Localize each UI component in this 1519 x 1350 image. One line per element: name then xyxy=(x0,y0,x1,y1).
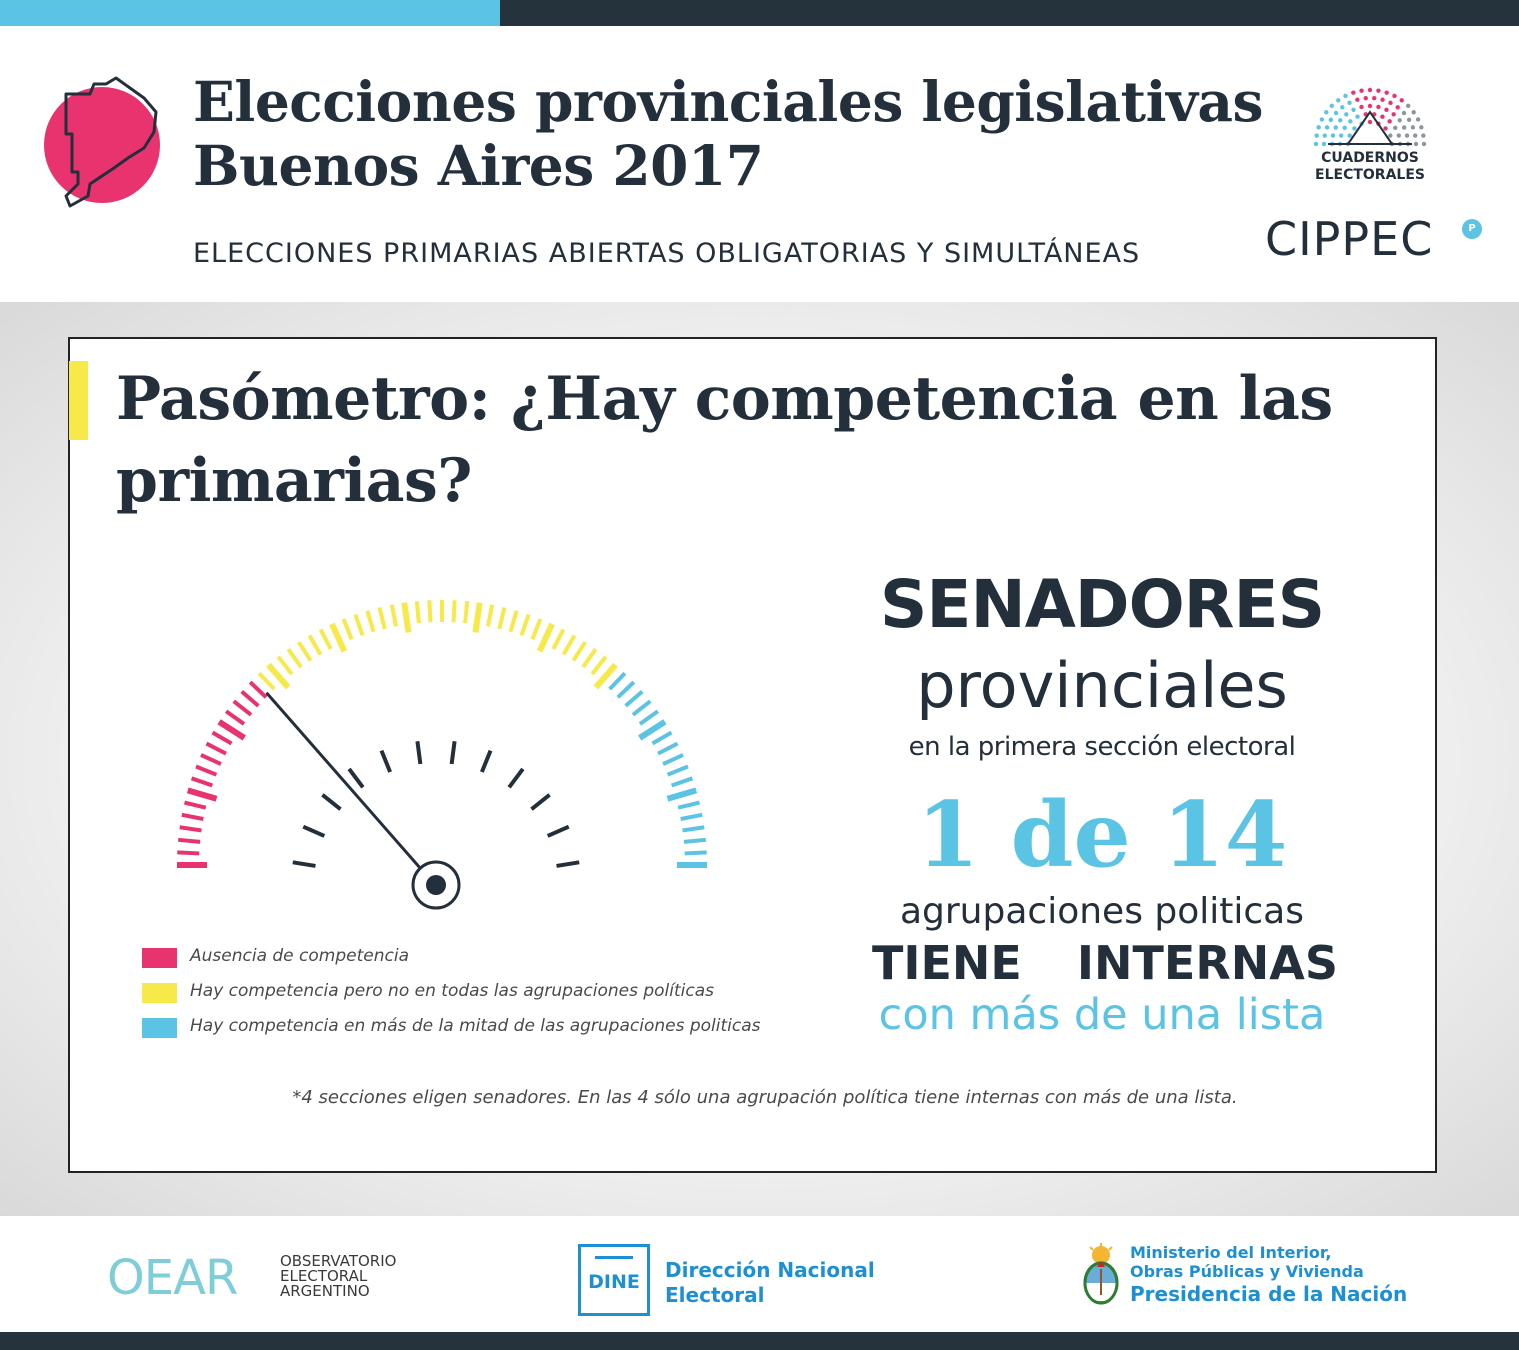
gauge-inner-tick xyxy=(452,741,455,764)
parliament-seat xyxy=(1405,133,1409,137)
parliament-seat xyxy=(1351,108,1355,112)
buenos-aires-map-icon xyxy=(44,72,164,212)
gauge-outer-tick xyxy=(355,615,362,636)
parliament-seat xyxy=(1384,108,1388,112)
parliament-seat xyxy=(1343,94,1347,98)
ministerio-name xyxy=(1130,1243,1407,1307)
title-accent-bar xyxy=(69,361,88,440)
gauge-inner-ticks xyxy=(293,741,579,866)
parliament-seat xyxy=(1383,126,1387,130)
gauge-inner-tick xyxy=(303,827,324,836)
parliament-seat xyxy=(1347,133,1351,137)
parliament-seat xyxy=(1343,126,1347,130)
cippec-logo: CIPPEC xyxy=(1265,212,1434,266)
parliament-seat xyxy=(1388,133,1392,137)
dine-logo-line xyxy=(595,1256,633,1259)
legend-swatch-blue xyxy=(142,1018,177,1038)
card-title: Pasómetro: ¿Hay competencia en las primarias? xyxy=(116,364,1333,516)
gauge-outer-tick xyxy=(633,701,650,715)
parliament-seat xyxy=(1387,119,1391,123)
parliament-seat xyxy=(1340,105,1344,109)
parliament-seat xyxy=(1329,118,1333,122)
gauge-outer-tick xyxy=(532,619,540,639)
gauge-outer-tick xyxy=(288,649,301,667)
gauge-outer-tick xyxy=(683,827,705,830)
stats-senadores: SENADORES xyxy=(879,566,1325,643)
legend-label: Hay competencia pero no en todas las agrupaciones políticas xyxy=(190,981,715,1001)
gauge-outer-tick xyxy=(540,624,552,651)
parliament-seat xyxy=(1334,125,1338,129)
gauge-outer-tick xyxy=(332,624,344,651)
parliament-seat xyxy=(1324,110,1328,114)
gauge-outer-tick xyxy=(672,778,693,785)
gauge-outer-tick xyxy=(663,755,683,764)
gauge-needle xyxy=(267,694,435,885)
parliament-seat xyxy=(1388,101,1392,105)
gauge-outer-tick xyxy=(592,657,606,674)
legend-label: Hay competencia en más de la mitad de las agrupaciones politicas xyxy=(190,1016,761,1036)
gauge-outer-tick xyxy=(180,827,202,830)
stats-internas: INTERNAS xyxy=(1076,936,1338,990)
ministerio-line-3: Presidencia de la Nación xyxy=(1130,1282,1408,1306)
parliament-seat xyxy=(1338,118,1342,122)
gauge-inner-tick xyxy=(417,741,420,764)
ministerio-line-1: Ministerio del Interior, xyxy=(1130,1243,1332,1262)
cuadernos-line-1: CUADERNOS xyxy=(1321,150,1419,166)
argentina-coat-of-arms-icon xyxy=(1080,1243,1122,1309)
oear-logo: OEAR xyxy=(107,1250,238,1306)
parliament-seat xyxy=(1351,90,1355,94)
bottom-color-bar xyxy=(0,1332,1519,1350)
gauge-outer-tick xyxy=(242,691,259,705)
parliament-seat xyxy=(1376,105,1380,109)
parliament-seat xyxy=(1406,104,1410,108)
gauge-inner-tick xyxy=(509,769,523,787)
oear-line-2: ELECTORAL xyxy=(280,1267,368,1285)
gauge-outer-tick xyxy=(640,711,658,724)
gauge-outer-tick xyxy=(658,744,678,754)
gauge-outer-tick xyxy=(610,673,625,689)
parliament-seat xyxy=(1397,133,1401,137)
top-bar-blue-segment xyxy=(0,0,500,26)
gauge-outer-tick xyxy=(454,600,455,622)
parliament-seat xyxy=(1359,88,1363,92)
gauge-outer-tick xyxy=(299,642,311,661)
title-line-1: Elecciones provinciales legislativas xyxy=(193,69,1264,134)
parliament-seat xyxy=(1380,115,1384,119)
gauge-outer-tick xyxy=(499,607,504,628)
parliament-seat xyxy=(1316,125,1320,129)
parliament-seat xyxy=(1368,88,1372,92)
gauge-outer-tick xyxy=(310,636,321,655)
dine-line-2: Electoral xyxy=(665,1283,765,1307)
parliament-seat xyxy=(1392,94,1396,98)
gauge-outer-tick xyxy=(475,603,479,633)
parliament-seat xyxy=(1380,98,1384,102)
stats-con-mas: con más de una lista xyxy=(878,990,1326,1040)
gauge-outer-tick xyxy=(196,767,216,775)
gauge-outer-tick xyxy=(192,778,213,785)
gauge-outer-tick xyxy=(510,611,516,632)
parliament-seat xyxy=(1339,133,1343,137)
gauge-inner-tick xyxy=(293,862,316,866)
gauge-outer-tick xyxy=(321,629,331,649)
stats-tiene-internas xyxy=(872,935,1338,991)
oear-line-3: ARGENTINO xyxy=(280,1282,370,1300)
top-color-bar xyxy=(0,0,1519,26)
gauge-outer-tick xyxy=(178,840,200,842)
gauge-inner-tick xyxy=(322,795,340,809)
gauge-outer-tick xyxy=(188,790,217,798)
parliament-seat xyxy=(1355,115,1359,119)
stats-ratio: 1 de 14 xyxy=(916,782,1288,888)
parliament-seat xyxy=(1330,104,1334,108)
gauge-outer-tick xyxy=(213,733,232,744)
gauge-outer-tick xyxy=(652,733,671,744)
gauge-outer-tick xyxy=(521,615,528,636)
gauge-outer-tick xyxy=(392,605,396,627)
parliament-seat xyxy=(1344,112,1348,116)
ministerio-line-2: Obras Públicas y Vivienda xyxy=(1130,1262,1364,1281)
parliament-seat xyxy=(1314,133,1318,137)
gauge-outer-tick xyxy=(182,815,204,819)
parliament-seat xyxy=(1352,126,1356,130)
legend-label: Ausencia de competencia xyxy=(190,946,409,966)
gauge-outer-tick xyxy=(206,744,226,754)
stats-agrupaciones: agrupaciones politicas xyxy=(899,891,1305,932)
parliament-seat xyxy=(1416,117,1420,121)
gauge-outer-tick xyxy=(184,803,205,808)
parliament-seat xyxy=(1355,98,1359,102)
parliament-seat xyxy=(1368,104,1372,108)
gauge-inner-tick xyxy=(349,769,363,787)
gauge-outer-tick xyxy=(685,852,707,853)
gauge-outer-tick xyxy=(553,629,563,649)
oear-line-1: OBSERVATORIO xyxy=(280,1252,397,1270)
gauge-outer-tick xyxy=(201,755,221,764)
parliament-seat xyxy=(1334,111,1338,115)
parliament-seat xyxy=(1393,126,1397,130)
gauge-outer-tick xyxy=(429,600,430,622)
gauge-outer-tick xyxy=(404,603,408,633)
gauge-hub xyxy=(426,875,446,895)
gauge-inner-tick xyxy=(381,751,390,772)
parliament-seat xyxy=(1411,110,1415,114)
parliament-seat xyxy=(1396,105,1400,109)
cuadernos-electorales-logo xyxy=(1300,150,1440,184)
parliament-seat xyxy=(1372,96,1376,100)
gauge-outer-tick xyxy=(678,803,699,808)
parliament-seat xyxy=(1325,125,1329,129)
gauge-outer-tick xyxy=(681,815,703,819)
gauge-outer-tick xyxy=(668,767,688,775)
gauge-outer-tick xyxy=(278,657,292,674)
gauge-outer-tick xyxy=(417,601,419,623)
stats-tiene: TIENE xyxy=(872,936,1022,990)
dine-line-1: Dirección Nacional xyxy=(665,1258,875,1282)
parliament-seat xyxy=(1419,125,1423,129)
gauge-outer-ticks xyxy=(177,600,707,865)
parliament-seat xyxy=(1359,105,1363,109)
dine-logo xyxy=(578,1244,650,1316)
gauge-inner-tick xyxy=(556,862,579,866)
parliament-seat xyxy=(1320,117,1324,121)
gauge-inner-tick xyxy=(548,827,569,836)
legend-swatch-yellow xyxy=(142,983,177,1003)
parliament-seat xyxy=(1421,133,1425,137)
dine-name xyxy=(665,1258,875,1308)
stats-provinciales: provinciales xyxy=(916,649,1288,722)
oear-name xyxy=(280,1254,396,1299)
competition-gauge xyxy=(150,570,730,920)
parliament-seat xyxy=(1413,133,1417,137)
gauge-outer-tick xyxy=(250,682,266,697)
top-bar-dark-segment xyxy=(500,0,1519,26)
gauge-outer-tick xyxy=(583,649,596,667)
parliament-seat xyxy=(1368,120,1372,124)
gauge-inner-tick xyxy=(482,751,491,772)
cuadernos-line-2: ELECTORALES xyxy=(1315,167,1425,183)
gauge-outer-tick xyxy=(573,642,585,661)
gauge-outer-tick xyxy=(380,607,385,628)
page-title xyxy=(193,70,1263,198)
gauge-outer-tick xyxy=(234,701,251,715)
parliament-seat xyxy=(1376,88,1380,92)
gauge-outer-tick xyxy=(344,619,352,639)
gauge-outer-tick xyxy=(667,790,696,798)
gauge-outer-tick xyxy=(219,722,244,738)
parliament-seat xyxy=(1384,90,1388,94)
parliament-seat xyxy=(1314,142,1318,146)
parliament-seat xyxy=(1348,119,1352,123)
parliament-seat xyxy=(1347,101,1351,105)
gauge-outer-tick xyxy=(367,611,373,632)
gauge-outer-tick xyxy=(259,673,274,689)
parliament-seat xyxy=(1422,142,1426,146)
gauge-outer-tick xyxy=(177,852,199,853)
gauge-outer-tick xyxy=(618,682,634,697)
page-subtitle: ELECCIONES PRIMARIAS ABIERTAS OBLIGATORIAS Y SIMULTÁNEAS xyxy=(193,238,1141,269)
parliament-seat xyxy=(1398,118,1402,122)
legend-swatch-pink xyxy=(142,948,177,968)
stats-seccion: en la primera sección electoral xyxy=(908,732,1296,762)
gauge-outer-tick xyxy=(640,722,665,738)
dine-label: DINE xyxy=(588,1271,640,1293)
gauge-inner-tick xyxy=(532,795,550,809)
footnote: *4 secciones eligen senadores. En las 4 sólo una agrupación política tiene internas con más de una lista. xyxy=(292,1087,1238,1108)
parliament-seat xyxy=(1414,142,1418,146)
parliament-seats-icon xyxy=(1308,86,1432,148)
parliament-seat xyxy=(1322,142,1326,146)
parliament-seat xyxy=(1323,133,1327,137)
parliament-seat xyxy=(1336,98,1340,102)
cippec-badge-icon: P xyxy=(1462,219,1482,239)
parliament-seat xyxy=(1331,133,1335,137)
parliament-seat xyxy=(1402,125,1406,129)
title-line-2: Buenos Aires 2017 xyxy=(193,133,764,198)
gauge-outer-tick xyxy=(226,711,244,724)
parliament-seat xyxy=(1407,118,1411,122)
gauge-outer-tick xyxy=(465,601,467,623)
parliament-seat xyxy=(1391,112,1395,116)
parliament-seat xyxy=(1411,125,1415,129)
parliament-seat xyxy=(1400,98,1404,102)
gauge-outer-tick xyxy=(684,840,706,842)
parliament-seat xyxy=(1402,111,1406,115)
gauge-outer-tick xyxy=(564,636,575,655)
gauge-outer-tick xyxy=(488,605,492,627)
gauge-outer-tick xyxy=(626,691,643,705)
parliament-seat xyxy=(1364,96,1368,100)
